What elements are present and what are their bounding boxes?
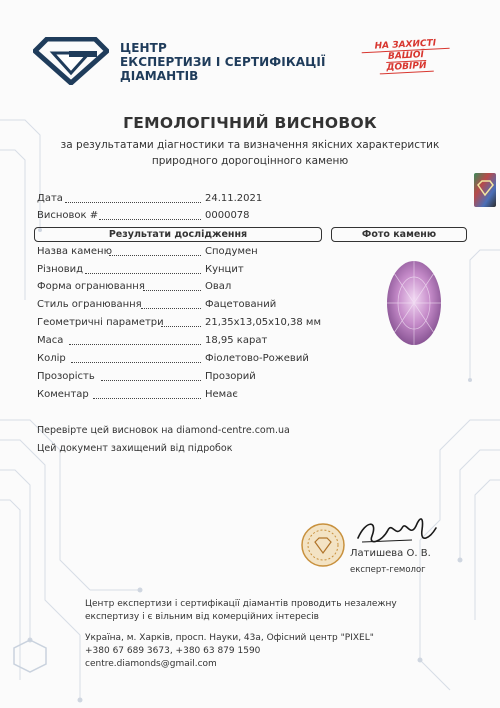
- result-label: Назва каменю: [37, 246, 112, 257]
- result-label: Прозорість: [37, 371, 95, 382]
- result-row: [37, 389, 467, 403]
- result-value: Немає: [205, 389, 238, 400]
- trust-stamp: [361, 38, 451, 77]
- diamond-logo-icon: [33, 37, 109, 85]
- number-row: [37, 210, 467, 224]
- result-label: Колір: [37, 353, 66, 364]
- hologram-sticker-icon: [474, 173, 496, 207]
- subtitle-line-1: за результатами діагностики та визначення якісних характеристик: [60, 139, 440, 151]
- footer-email: centre.diamonds@gmail.com: [85, 659, 217, 669]
- result-value: 21,35x13,05x10,38 мм: [205, 317, 321, 328]
- result-value: Прозорий: [205, 371, 256, 382]
- org-name-line-3: ДІАМАНТІВ: [120, 69, 199, 83]
- stamp-line-1: НА ЗАХИСТІ: [361, 38, 449, 54]
- footer-address: Україна, м. Харків, просп. Науки, 43а, Офісний центр "PIXEL": [85, 633, 374, 643]
- date-row: [37, 193, 467, 207]
- org-name-line-2: ЕКСПЕРТИЗИ І СЕРТИФІКАЦІЇ: [120, 55, 326, 69]
- result-row: [37, 246, 467, 260]
- number-value: 0000078: [205, 210, 250, 221]
- result-value: Фацетований: [205, 299, 277, 310]
- result-value: Кунцит: [205, 264, 244, 275]
- date-label: Дата: [37, 193, 63, 204]
- footer-statement-1: Центр експертизи і сертифікації діамантів проводить незалежну: [85, 599, 397, 609]
- result-label: Геометричні параметри: [37, 317, 164, 328]
- number-label: Висновок #: [37, 210, 99, 221]
- subtitle-line-2: природного дорогоцінного каменю: [151, 155, 349, 167]
- result-label: Форма огранювання: [37, 281, 145, 292]
- expert-role: експерт-гемолог: [350, 565, 426, 575]
- certification-seal-icon: [301, 523, 345, 567]
- result-row: [37, 353, 467, 367]
- organization-name: [120, 41, 330, 83]
- result-label: Різновид: [37, 264, 84, 275]
- result-value: Овал: [205, 281, 232, 292]
- stamp-line-3: ДОВІРИ: [379, 61, 434, 75]
- gem-photo: [385, 259, 443, 347]
- result-label: Стиль огранювання: [37, 299, 142, 310]
- stamp-line-2: ВАШОЇ: [386, 50, 427, 63]
- result-label: Коментар: [37, 389, 89, 400]
- result-value: 18,95 карат: [205, 335, 268, 346]
- result-value: Сподумен: [205, 246, 258, 257]
- document-title: ГЕМОЛОГІЧНИЙ ВИСНОВОК: [123, 114, 377, 132]
- result-value: Фіолетово-Рожевий: [205, 353, 309, 364]
- result-label: Маса: [37, 335, 64, 346]
- expert-name: Латишева О. В.: [350, 548, 431, 559]
- footer-phones: +380 67 689 3673, +380 63 879 1590: [85, 646, 261, 656]
- verify-note: Перевірте цей висновок на diamond-centre.com.ua: [37, 425, 290, 436]
- footer-statement-2: експертизу і є вільним від комерційних інтересів: [85, 612, 319, 622]
- result-row: [37, 371, 467, 385]
- document-subtitle: [0, 137, 500, 169]
- photo-section-header: Фото каменю: [331, 227, 467, 242]
- expert-signature: [352, 508, 440, 552]
- protection-note: Цей документ захищений від підробок: [37, 443, 233, 454]
- results-section-header: Результати дослідження: [34, 227, 322, 242]
- org-name-line-1: ЦЕНТР: [120, 41, 167, 55]
- date-value: 24.11.2021: [205, 193, 263, 204]
